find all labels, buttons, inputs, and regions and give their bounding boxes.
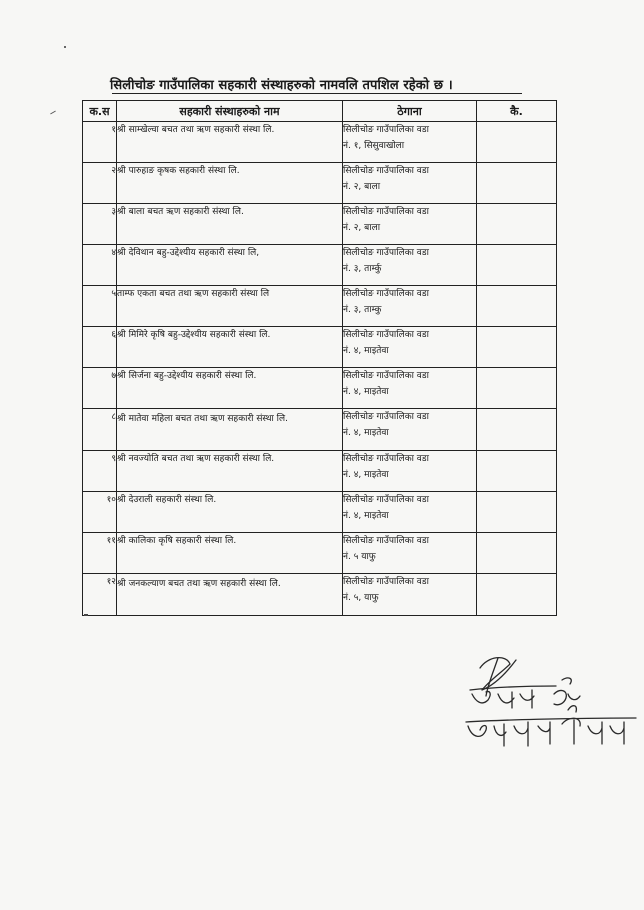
address-line-2: नं. २, बाला	[343, 182, 381, 192]
address-line-1: सिलीचोङ गाउँपालिका वडा	[343, 289, 429, 299]
serial-cell: ७	[83, 368, 117, 409]
table-row	[83, 286, 557, 327]
address-line-2: नं. ४, माइतेवा	[343, 470, 389, 480]
table-row	[83, 122, 557, 163]
remarks-cell	[477, 163, 557, 204]
remarks-cell	[477, 492, 557, 533]
serial-cell: १	[83, 122, 117, 163]
header-remarks: कै.	[477, 101, 557, 122]
address-cell	[343, 122, 477, 163]
header-name: सहकारी संस्थाहरुको नाम	[117, 101, 343, 122]
remarks-cell	[477, 286, 557, 327]
address-cell	[343, 245, 477, 286]
remarks-cell	[477, 327, 557, 368]
address-line-1: सिलीचोङ गाउँपालिका वडा	[343, 536, 429, 546]
address-line-2: नं. ४, माइतेवा	[343, 428, 389, 438]
remarks-cell	[477, 409, 557, 451]
serial-cell: ९	[83, 451, 117, 492]
address-cell	[343, 451, 477, 492]
table-header-row	[83, 101, 557, 122]
address-line-1: सिलीचोङ गाउँपालिका वडा	[343, 412, 429, 422]
address-cell	[343, 574, 477, 616]
header-address: ठेगाना	[343, 101, 477, 122]
address-line-1: सिलीचोङ गाउँपालिका वडा	[343, 166, 429, 176]
remarks-cell	[477, 122, 557, 163]
address-cell	[343, 492, 477, 533]
address-line-1: सिलीचोङ गाउँपालिका वडा	[343, 330, 429, 340]
address-line-2: नं. ४, माइतेवा	[343, 346, 389, 356]
address-line-1: सिलीचोङ गाउँपालिका वडा	[343, 577, 429, 587]
serial-cell: ६	[83, 327, 117, 368]
address-cell	[343, 163, 477, 204]
scan-mark	[84, 614, 88, 616]
name-cell: श्री मिमिरे कृषि बहु-उद्देश्यीय सहकारी संस्था लि.	[117, 327, 343, 368]
serial-cell: १२	[83, 574, 117, 616]
table-row	[83, 327, 557, 368]
table-row	[83, 204, 557, 245]
address-line-2: नं. ४, माइतेवा	[343, 387, 389, 397]
margin-mark	[50, 111, 56, 115]
address-line-1: सिलीचोङ गाउँपालिका वडा	[343, 454, 429, 464]
serial-cell: ८	[83, 409, 117, 451]
remarks-cell	[477, 574, 557, 616]
signature-drawing	[458, 650, 638, 760]
address-cell	[343, 368, 477, 409]
remarks-cell	[477, 245, 557, 286]
address-line-1: सिलीचोङ गाउँपालिका वडा	[343, 495, 429, 505]
remarks-cell	[477, 368, 557, 409]
header-serial: क.स	[83, 101, 117, 122]
table-row	[83, 533, 557, 574]
name-cell: श्री नवज्योति बचत तथा ऋण सहकारी संस्था लि.	[117, 451, 343, 492]
scan-speck	[64, 46, 66, 48]
serial-cell: २	[83, 163, 117, 204]
name-cell: श्री कालिका कृषि सहकारी संस्था लि.	[117, 533, 343, 574]
address-line-1: सिलीचोङ गाउँपालिका वडा	[343, 371, 429, 381]
serial-cell: ३	[83, 204, 117, 245]
name-cell: श्री देविथान बहु-उद्देश्यीय सहकारी संस्था लि,	[117, 245, 343, 286]
name-cell: श्री पारुहाङ कृषक सहकारी संस्था लि.	[117, 163, 343, 204]
address-line-2: नं. ३, ताम्कु	[343, 305, 382, 315]
cooperatives-table	[82, 100, 557, 616]
table-row	[83, 245, 557, 286]
address-line-1: सिलीचोङ गाउँपालिका वडा	[343, 207, 429, 217]
name-cell: श्री मातेवा महिला बचत तथा ऋण सहकारी संस्था लि.	[117, 409, 343, 451]
address-line-2: नं. २, बाला	[343, 223, 381, 233]
name-cell: ताम्फ एकता बचत तथा ऋण सहकारी संस्था लि	[117, 286, 343, 327]
serial-cell: ११	[83, 533, 117, 574]
address-line-2: नं. ४, माइतेवा	[343, 511, 389, 521]
serial-cell: ५	[83, 286, 117, 327]
address-cell	[343, 204, 477, 245]
remarks-cell	[477, 204, 557, 245]
page-title: सिलीचोङ गाउँपालिका सहकारी संस्थाहरुको नामवलि तपशिल रहेको छ ।	[110, 78, 453, 93]
table-row	[83, 574, 557, 616]
name-cell: श्री साम्खेल्वा बचत तथा ऋण सहकारी संस्था लि.	[117, 122, 343, 163]
name-cell: श्री बाला बचत ऋण सहकारी संस्था लि.	[117, 204, 343, 245]
handwritten-signature	[458, 650, 638, 760]
address-cell	[343, 327, 477, 368]
address-line-2: नं. ५, याफु	[343, 593, 379, 603]
serial-cell: ४	[83, 245, 117, 286]
address-line-1: सिलीचोङ गाउँपालिका वडा	[343, 248, 429, 258]
name-cell: श्री जनकल्याण बचत तथा ऋण सहकारी संस्था लि.	[117, 574, 343, 616]
remarks-cell	[477, 533, 557, 574]
address-line-1: सिलीचोङ गाउँपालिका वडा	[343, 125, 429, 135]
address-line-2: नं. ३, तार्म्कु	[343, 264, 382, 274]
address-line-2: नं. १, सिसुवाखोला	[343, 141, 405, 151]
remarks-cell	[477, 451, 557, 492]
table-row	[83, 451, 557, 492]
name-cell: श्री देउराली सहकारी संस्था लि.	[117, 492, 343, 533]
table-row	[83, 492, 557, 533]
address-cell	[343, 286, 477, 327]
address-cell	[343, 533, 477, 574]
address-line-2: नं. ५ याफु	[343, 552, 376, 562]
serial-cell: १०	[83, 492, 117, 533]
title-underline	[112, 93, 522, 94]
address-cell	[343, 409, 477, 451]
table-row	[83, 409, 557, 451]
table-row	[83, 163, 557, 204]
name-cell: श्री सिर्जना बहु-उद्देश्यीय सहकारी संस्था लि.	[117, 368, 343, 409]
table-row	[83, 368, 557, 409]
